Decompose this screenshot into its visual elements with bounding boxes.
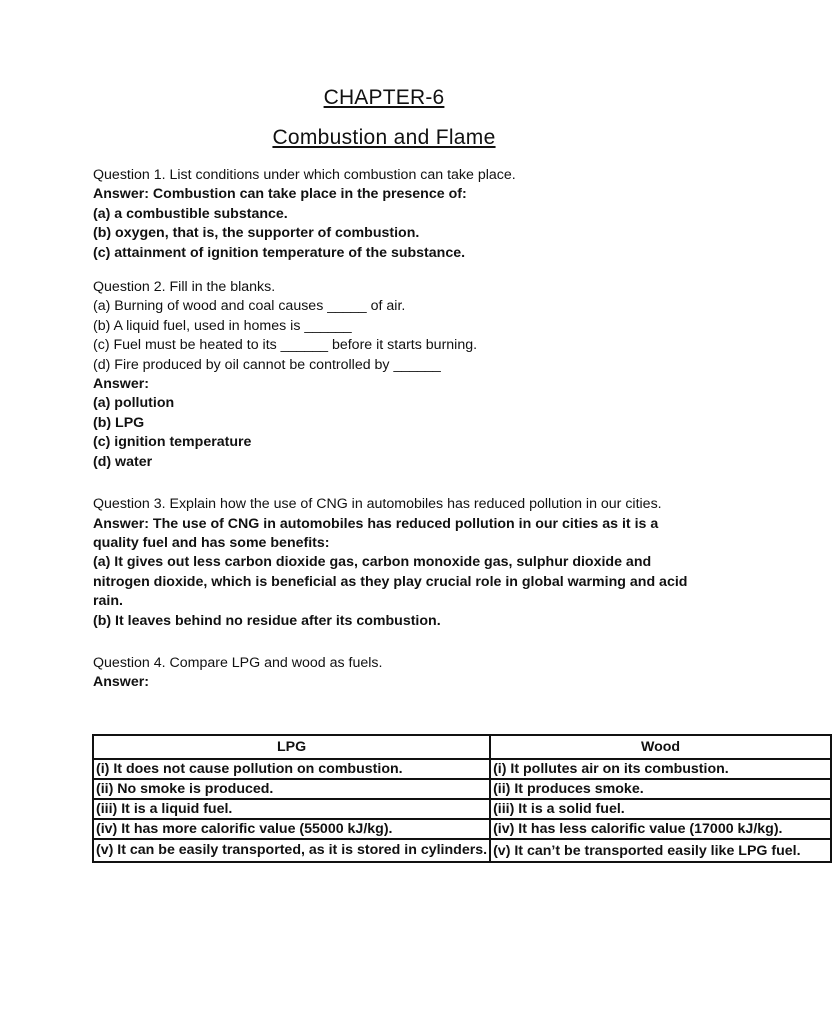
chapter-heading: CHAPTER-6: [323, 86, 445, 109]
q1-answer-line: (c) attainment of ignition temperature of the substance.: [93, 244, 466, 261]
q1-question: Question 1. List conditions under which combustion can take place.: [93, 167, 516, 183]
q3-question: Question 3. Explain how the use of CNG in automobiles has reduced pollution in our cities.: [93, 496, 662, 513]
q2-blank-item: (b) A liquid fuel, used in homes is ______: [93, 317, 352, 334]
table-cell: (iv) It has less calorific value (17000 kJ/kg).: [490, 819, 831, 839]
table-cell: (v) It can be easily transported, as it is stored in cylinders.: [93, 839, 490, 862]
table-row: [93, 839, 831, 862]
table-header-wood: Wood: [490, 735, 831, 759]
question-content: [93, 166, 693, 693]
table-header-lpg: LPG: [93, 735, 490, 759]
q2-answer: (b) LPG: [93, 414, 145, 431]
q1-answer-line: (a) a combustible substance.: [93, 205, 288, 222]
table-cell: (ii) No smoke is produced.: [93, 779, 490, 799]
table-row: [93, 779, 831, 799]
q2-answer: (c) ignition temperature: [93, 434, 252, 451]
q2-answer-label: Answer:: [93, 376, 149, 393]
q4-question: Question 4. Compare LPG and wood as fuels.: [93, 654, 383, 671]
table-row: [93, 799, 831, 819]
q2-answer: (d) water: [93, 453, 153, 470]
table-cell: (iii) It is a liquid fuel.: [93, 799, 490, 819]
table-cell: (iv) It has more calorific value (55000 kJ/kg).: [93, 819, 490, 839]
q3-answer-line: (b) It leaves behind no residue after its combustion.: [93, 612, 441, 629]
q2-question: Question 2. Fill in the blanks.: [93, 279, 276, 296]
q1-answer-line: Answer: Combustion can take place in the presence of:: [93, 186, 467, 203]
q2-blank-item: (c) Fuel must be heated to its ______ before it starts burning.: [93, 337, 478, 354]
q3-answer-line: Answer: The use of CNG in automobiles has reduced pollution in our cities as it is a quality fuel and has some benefits:: [93, 515, 659, 551]
q3-answer-line: (a) It gives out less carbon dioxide gas, carbon monoxide gas, sulphur dioxide and nitrogen dioxide, which is beneficial as they play crucial role in global warming and acid rain.: [93, 554, 688, 610]
table-row: [93, 759, 831, 779]
q4-answer-label: Answer:: [93, 674, 149, 691]
q1-answer-line: (b) oxygen, that is, the supporter of combustion.: [93, 225, 420, 242]
table-cell: (v) It can’t be transported easily like LPG fuel.: [490, 839, 831, 862]
table-cell: (i) It does not cause pollution on combustion.: [93, 759, 490, 779]
comparison-table: [92, 734, 832, 863]
table-header-row: [93, 735, 831, 759]
table-row: [93, 819, 831, 839]
table-cell: (ii) It produces smoke.: [490, 779, 831, 799]
table-cell: (i) It pollutes air on its combustion.: [490, 759, 831, 779]
q2-blank-item: (a) Burning of wood and coal causes _____ of air.: [93, 298, 406, 315]
q2-answer: (a) pollution: [93, 395, 175, 412]
page-title: Combustion and Flame: [272, 126, 496, 149]
q2-blank-item: (d) Fire produced by oil cannot be controlled by ______: [93, 356, 441, 373]
table-cell: (iii) It is a solid fuel.: [490, 799, 831, 819]
